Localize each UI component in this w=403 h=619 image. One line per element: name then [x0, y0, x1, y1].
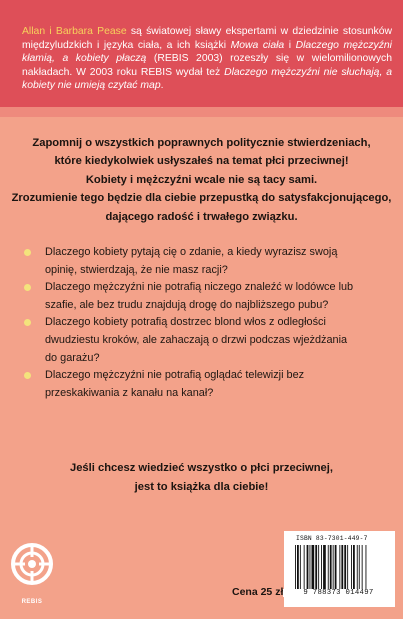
barcode-bar [357, 545, 358, 593]
barcode-bar [323, 545, 326, 593]
barcode-bar [359, 545, 360, 593]
intro-line: Zrozumienie tego będzie dla ciebie przepustką do satysfakcjonującego, [11, 192, 392, 205]
barcode-bar [339, 545, 340, 593]
isbn: ISBN 83-7301-449-7 [296, 535, 368, 542]
intro-block [10, 134, 393, 226]
question-line: dwudziestu kroków, ale zahaczają o drzwi podczas wjeżdżania [45, 333, 348, 346]
barcode-bar [341, 545, 343, 593]
closing-line: jest to książka dla ciebie! [134, 481, 269, 493]
bio-and: i [284, 39, 296, 51]
question-line: opinię, stwierdzają, że nie masz racji? [45, 263, 228, 276]
barcode-bar [362, 545, 363, 593]
bullet-dot-icon [24, 319, 31, 326]
barcode-number: 9 788373 014497 [283, 589, 394, 597]
price: Cena 25 zł [232, 586, 284, 598]
barcode-bar [330, 545, 332, 593]
question-item [10, 367, 390, 402]
question-line: szafie, ale bez trudu znajdują drogę do najbliższego pubu? [45, 298, 329, 311]
publisher-logo-icon [10, 542, 54, 598]
barcode-bars [295, 545, 391, 593]
intro-line: dającego radość i trwałego związku. [105, 210, 298, 223]
question-item [10, 244, 390, 279]
barcode-bar [304, 545, 305, 593]
closing-block [20, 459, 383, 497]
barcode-bar [353, 545, 355, 593]
author-names: Allan i Barbara Pease [22, 26, 127, 37]
question-item [10, 314, 390, 367]
question-list [10, 244, 390, 402]
book-title-2: Dlaczego mężczyźni kłamią, a kobiety płaczą [22, 39, 392, 65]
question-line: Dlaczego kobiety potrafią dostrzec blond włos z odległości [45, 316, 326, 329]
barcode-bar [295, 545, 296, 593]
barcode-bar [344, 545, 346, 593]
bio-text-2: (REBIS 2003) rozeszły się w wielomilionowych nakładach. W 2003 roku REBIS wydał też [22, 53, 393, 78]
question-item [10, 279, 390, 314]
barcode-bar [310, 545, 311, 593]
barcode-bar [321, 545, 322, 593]
book-title-1: Mowa ciała [230, 39, 285, 51]
closing-line: Jeśli chcesz wiedzieć wszystko o płci przeciwnej, [69, 462, 333, 474]
publisher-name: REBIS [21, 599, 43, 605]
bullet-dot-icon [24, 284, 31, 291]
book-title-3: Dlaczego mężczyźni nie słuchają, a kobiety nie umieją czytać map [22, 66, 392, 92]
intro-line: Zapomnij o wszystkich poprawnych politycznie stwierdzeniach, [32, 137, 371, 149]
bio-end: . [160, 80, 164, 92]
barcode-bar [318, 545, 319, 593]
bio-text-1: są światowej sławy ekspertami w dziedzinie stosunków międzyludzkich i języka ciała, a ich książki [22, 26, 392, 51]
barcode-bar [347, 545, 348, 593]
barcode-bar [333, 545, 334, 593]
question-line: Dlaczego kobiety pytają cię o zdanie, a kiedy wyrazisz swoją [45, 246, 338, 258]
intro-line: które kiedykolwiek usłyszałeś na temat płci przeciwnej! [54, 155, 349, 168]
barcode-bar [335, 545, 337, 593]
barcode-bar [351, 545, 352, 593]
question-line: Dlaczego mężczyźni nie potrafią niczego znaleźć w lodówce lub [45, 281, 354, 294]
bullet-dot-icon [24, 249, 31, 256]
barcode-bar [297, 545, 299, 593]
question-line: do garażu? [45, 351, 100, 364]
question-line: przeskakiwania z kanału na kanał? [45, 386, 214, 399]
barcode-bar [312, 545, 315, 593]
barcode-bar [328, 545, 329, 593]
barcode-bar [300, 545, 301, 593]
barcode-bar [315, 545, 317, 593]
divider-band [0, 107, 403, 117]
author-bio [22, 25, 392, 93]
intro-line: Kobiety i mężczyźni wcale nie są tacy sami. [85, 173, 318, 186]
bullet-dot-icon [24, 372, 31, 379]
barcode-bar [307, 545, 309, 593]
barcode-bar [366, 545, 367, 593]
question-line: Dlaczego mężczyźni nie potrafią oglądać telewizji bez [45, 369, 305, 382]
